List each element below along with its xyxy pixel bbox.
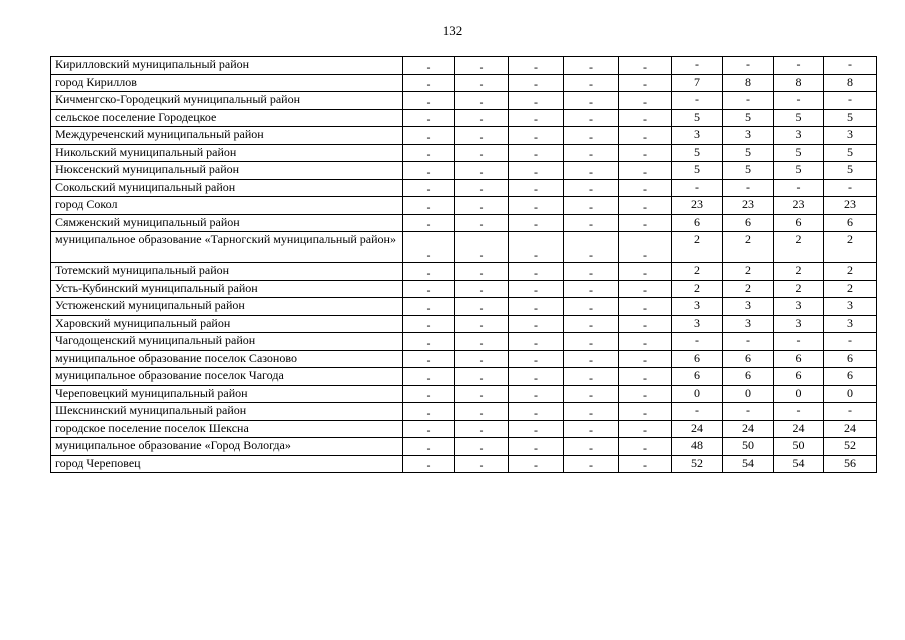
empty-value-cell: - — [619, 420, 672, 438]
empty-value-cell: - — [564, 298, 619, 316]
empty-value-cell: - — [403, 438, 455, 456]
value-cell: 5 — [723, 162, 774, 180]
table-row — [51, 438, 877, 456]
empty-value-cell: - — [619, 385, 672, 403]
row-name-cell: Усть-Кубинский муниципальный район — [51, 280, 403, 298]
value-cell: 24 — [774, 420, 824, 438]
value-cell: 5 — [824, 144, 877, 162]
value-cell: 54 — [723, 455, 774, 473]
value-cell: 2 — [723, 280, 774, 298]
value-cell: 5 — [672, 109, 723, 127]
empty-value-cell: - — [619, 57, 672, 75]
empty-value-cell: - — [564, 127, 619, 145]
empty-value-cell: - — [403, 214, 455, 232]
value-cell: 5 — [723, 144, 774, 162]
empty-value-cell: - — [455, 74, 509, 92]
table-row — [51, 350, 877, 368]
value-cell: - — [672, 57, 723, 75]
empty-value-cell: - — [564, 438, 619, 456]
empty-value-cell: - — [403, 455, 455, 473]
empty-value-cell: - — [619, 350, 672, 368]
value-cell: - — [824, 57, 877, 75]
empty-value-cell: - — [509, 74, 564, 92]
empty-value-cell: - — [509, 214, 564, 232]
value-cell: 6 — [723, 214, 774, 232]
table-row — [51, 368, 877, 386]
empty-value-cell: - — [509, 420, 564, 438]
table-row — [51, 403, 877, 421]
table-row — [51, 333, 877, 351]
value-cell: - — [774, 179, 824, 197]
empty-value-cell: - — [509, 57, 564, 75]
value-cell: 0 — [824, 385, 877, 403]
empty-value-cell: - — [564, 263, 619, 281]
empty-value-cell: - — [455, 438, 509, 456]
value-cell: - — [723, 179, 774, 197]
row-name-cell: Шекснинский муниципальный район — [51, 403, 403, 421]
empty-value-cell: - — [619, 197, 672, 215]
value-cell: 5 — [672, 144, 723, 162]
row-name-cell: муниципальное образование «Тарногский муниципальный район» — [51, 232, 403, 263]
empty-value-cell: - — [564, 280, 619, 298]
value-cell: 0 — [774, 385, 824, 403]
table-row — [51, 127, 877, 145]
empty-value-cell: - — [403, 350, 455, 368]
value-cell: - — [723, 57, 774, 75]
empty-value-cell: - — [509, 280, 564, 298]
value-cell: 2 — [774, 263, 824, 281]
value-cell: 0 — [723, 385, 774, 403]
value-cell: 2 — [672, 263, 723, 281]
value-cell: 3 — [774, 127, 824, 145]
empty-value-cell: - — [564, 315, 619, 333]
empty-value-cell: - — [403, 57, 455, 75]
empty-value-cell: - — [509, 92, 564, 110]
value-cell: 8 — [774, 74, 824, 92]
empty-value-cell: - — [403, 280, 455, 298]
empty-value-cell: - — [455, 350, 509, 368]
empty-value-cell: - — [455, 298, 509, 316]
table-row — [51, 74, 877, 92]
empty-value-cell: - — [455, 179, 509, 197]
value-cell: - — [672, 403, 723, 421]
value-cell: 5 — [824, 109, 877, 127]
value-cell: 5 — [774, 109, 824, 127]
value-cell: - — [774, 403, 824, 421]
row-name-cell: Чагодощенский муниципальный район — [51, 333, 403, 351]
empty-value-cell: - — [455, 144, 509, 162]
empty-value-cell: - — [455, 92, 509, 110]
row-name-cell: город Сокол — [51, 197, 403, 215]
value-cell: 2 — [723, 232, 774, 263]
row-name-cell: Кичменгско-Городецкий муниципальный район — [51, 92, 403, 110]
empty-value-cell: - — [455, 403, 509, 421]
empty-value-cell: - — [509, 368, 564, 386]
row-name-cell: Междуреченский муниципальный район — [51, 127, 403, 145]
empty-value-cell: - — [403, 263, 455, 281]
value-cell: - — [672, 179, 723, 197]
empty-value-cell: - — [455, 420, 509, 438]
table-row — [51, 298, 877, 316]
empty-value-cell: - — [509, 197, 564, 215]
empty-value-cell: - — [619, 263, 672, 281]
empty-value-cell: - — [619, 179, 672, 197]
empty-value-cell: - — [564, 179, 619, 197]
row-name-cell: Череповецкий муниципальный район — [51, 385, 403, 403]
empty-value-cell: - — [509, 127, 564, 145]
empty-value-cell: - — [619, 109, 672, 127]
empty-value-cell: - — [619, 280, 672, 298]
row-name-cell: городское поселение поселок Шексна — [51, 420, 403, 438]
empty-value-cell: - — [509, 179, 564, 197]
value-cell: 6 — [774, 350, 824, 368]
value-cell: 6 — [723, 368, 774, 386]
value-cell: 3 — [824, 127, 877, 145]
value-cell: 6 — [824, 368, 877, 386]
value-cell: 3 — [774, 315, 824, 333]
table-body — [51, 57, 877, 473]
empty-value-cell: - — [564, 144, 619, 162]
value-cell: - — [774, 92, 824, 110]
row-name-cell: муниципальное образование поселок Чагода — [51, 368, 403, 386]
empty-value-cell: - — [564, 232, 619, 263]
value-cell: 5 — [723, 109, 774, 127]
empty-value-cell: - — [619, 368, 672, 386]
empty-value-cell: - — [455, 333, 509, 351]
value-cell: 5 — [774, 162, 824, 180]
empty-value-cell: - — [403, 385, 455, 403]
table-row — [51, 315, 877, 333]
empty-value-cell: - — [403, 333, 455, 351]
empty-value-cell: - — [403, 232, 455, 263]
empty-value-cell: - — [564, 420, 619, 438]
empty-value-cell: - — [619, 144, 672, 162]
value-cell: 6 — [824, 214, 877, 232]
empty-value-cell: - — [403, 298, 455, 316]
empty-value-cell: - — [509, 385, 564, 403]
value-cell: 2 — [824, 280, 877, 298]
empty-value-cell: - — [564, 385, 619, 403]
value-cell: 2 — [774, 280, 824, 298]
value-cell: - — [824, 403, 877, 421]
empty-value-cell: - — [509, 232, 564, 263]
empty-value-cell: - — [509, 350, 564, 368]
empty-value-cell: - — [619, 315, 672, 333]
row-name-cell: Устюженский муниципальный район — [51, 298, 403, 316]
value-cell: 24 — [672, 420, 723, 438]
table-row — [51, 280, 877, 298]
value-cell: 2 — [774, 232, 824, 263]
empty-value-cell: - — [403, 315, 455, 333]
value-cell: 50 — [774, 438, 824, 456]
value-cell: 6 — [672, 350, 723, 368]
value-cell: 3 — [672, 127, 723, 145]
empty-value-cell: - — [619, 127, 672, 145]
row-name-cell: город Кириллов — [51, 74, 403, 92]
empty-value-cell: - — [403, 197, 455, 215]
value-cell: 6 — [672, 214, 723, 232]
value-cell: - — [774, 57, 824, 75]
table-row — [51, 92, 877, 110]
empty-value-cell: - — [619, 232, 672, 263]
value-cell: - — [824, 333, 877, 351]
value-cell: 6 — [723, 350, 774, 368]
empty-value-cell: - — [564, 74, 619, 92]
empty-value-cell: - — [564, 162, 619, 180]
empty-value-cell: - — [564, 350, 619, 368]
row-name-cell: Тотемский муниципальный район — [51, 263, 403, 281]
value-cell: - — [723, 333, 774, 351]
table-row — [51, 162, 877, 180]
value-cell: 54 — [774, 455, 824, 473]
value-cell: - — [824, 92, 877, 110]
row-name-cell: сельское поселение Городецкое — [51, 109, 403, 127]
value-cell: 0 — [672, 385, 723, 403]
table-row — [51, 232, 877, 263]
row-name-cell: Кирилловский муниципальный район — [51, 57, 403, 75]
empty-value-cell: - — [403, 368, 455, 386]
empty-value-cell: - — [403, 403, 455, 421]
value-cell: 52 — [824, 438, 877, 456]
row-name-cell: Никольский муниципальный район — [51, 144, 403, 162]
value-cell: 2 — [672, 280, 723, 298]
empty-value-cell: - — [619, 455, 672, 473]
value-cell: - — [672, 333, 723, 351]
value-cell: - — [774, 333, 824, 351]
empty-value-cell: - — [455, 214, 509, 232]
value-cell: 5 — [672, 162, 723, 180]
value-cell: - — [723, 403, 774, 421]
empty-value-cell: - — [455, 127, 509, 145]
value-cell: 2 — [723, 263, 774, 281]
table-row — [51, 263, 877, 281]
value-cell: 3 — [723, 298, 774, 316]
row-name-cell: муниципальное образование «Город Вологда» — [51, 438, 403, 456]
empty-value-cell: - — [509, 298, 564, 316]
empty-value-cell: - — [619, 214, 672, 232]
empty-value-cell: - — [455, 57, 509, 75]
row-name-cell: Харовский муниципальный район — [51, 315, 403, 333]
empty-value-cell: - — [455, 162, 509, 180]
empty-value-cell: - — [455, 315, 509, 333]
value-cell: 56 — [824, 455, 877, 473]
value-cell: 6 — [672, 368, 723, 386]
value-cell: 3 — [672, 315, 723, 333]
row-name-cell: Сокольский муниципальный район — [51, 179, 403, 197]
empty-value-cell: - — [403, 162, 455, 180]
value-cell: 2 — [672, 232, 723, 263]
empty-value-cell: - — [619, 92, 672, 110]
value-cell: 24 — [824, 420, 877, 438]
row-name-cell: Сямженский муниципальный район — [51, 214, 403, 232]
value-cell: 3 — [723, 315, 774, 333]
value-cell: 3 — [824, 315, 877, 333]
empty-value-cell: - — [403, 420, 455, 438]
value-cell: 2 — [824, 263, 877, 281]
value-cell: 6 — [774, 368, 824, 386]
empty-value-cell: - — [509, 263, 564, 281]
table-row — [51, 57, 877, 75]
table-row — [51, 144, 877, 162]
empty-value-cell: - — [564, 197, 619, 215]
row-name-cell: муниципальное образование поселок Сазоново — [51, 350, 403, 368]
empty-value-cell: - — [455, 280, 509, 298]
value-cell: 2 — [824, 232, 877, 263]
value-cell: 6 — [774, 214, 824, 232]
data-table — [50, 56, 877, 473]
empty-value-cell: - — [564, 333, 619, 351]
empty-value-cell: - — [455, 455, 509, 473]
empty-value-cell: - — [509, 109, 564, 127]
empty-value-cell: - — [619, 333, 672, 351]
value-cell: 50 — [723, 438, 774, 456]
value-cell: 48 — [672, 438, 723, 456]
value-cell: 24 — [723, 420, 774, 438]
empty-value-cell: - — [509, 333, 564, 351]
empty-value-cell: - — [455, 385, 509, 403]
empty-value-cell: - — [455, 263, 509, 281]
value-cell: 6 — [824, 350, 877, 368]
table-row — [51, 197, 877, 215]
empty-value-cell: - — [564, 109, 619, 127]
table-row — [51, 109, 877, 127]
value-cell: 23 — [672, 197, 723, 215]
empty-value-cell: - — [509, 144, 564, 162]
empty-value-cell: - — [564, 403, 619, 421]
table-row — [51, 455, 877, 473]
value-cell: 3 — [774, 298, 824, 316]
value-cell: 3 — [723, 127, 774, 145]
empty-value-cell: - — [564, 57, 619, 75]
value-cell: 8 — [824, 74, 877, 92]
value-cell: - — [824, 179, 877, 197]
empty-value-cell: - — [619, 403, 672, 421]
empty-value-cell: - — [509, 403, 564, 421]
empty-value-cell: - — [403, 74, 455, 92]
empty-value-cell: - — [509, 162, 564, 180]
table-row — [51, 214, 877, 232]
value-cell: 23 — [723, 197, 774, 215]
empty-value-cell: - — [403, 127, 455, 145]
empty-value-cell: - — [564, 92, 619, 110]
empty-value-cell: - — [509, 438, 564, 456]
value-cell: 5 — [774, 144, 824, 162]
empty-value-cell: - — [455, 197, 509, 215]
empty-value-cell: - — [403, 109, 455, 127]
value-cell: 5 — [824, 162, 877, 180]
row-name-cell: город Череповец — [51, 455, 403, 473]
empty-value-cell: - — [619, 74, 672, 92]
empty-value-cell: - — [509, 315, 564, 333]
value-cell: 7 — [672, 74, 723, 92]
table-row — [51, 385, 877, 403]
empty-value-cell: - — [564, 214, 619, 232]
empty-value-cell: - — [403, 92, 455, 110]
value-cell: 52 — [672, 455, 723, 473]
empty-value-cell: - — [619, 438, 672, 456]
empty-value-cell: - — [564, 368, 619, 386]
empty-value-cell: - — [403, 144, 455, 162]
row-name-cell: Нюксенский муниципальный район — [51, 162, 403, 180]
page-number: 132 — [442, 23, 463, 38]
empty-value-cell: - — [619, 162, 672, 180]
table-row — [51, 420, 877, 438]
value-cell: 3 — [672, 298, 723, 316]
empty-value-cell: - — [619, 298, 672, 316]
value-cell: - — [723, 92, 774, 110]
value-cell: 23 — [774, 197, 824, 215]
value-cell: 23 — [824, 197, 877, 215]
value-cell: 3 — [824, 298, 877, 316]
table-row — [51, 179, 877, 197]
value-cell: 8 — [723, 74, 774, 92]
empty-value-cell: - — [509, 455, 564, 473]
value-cell: - — [672, 92, 723, 110]
empty-value-cell: - — [564, 455, 619, 473]
empty-value-cell: - — [403, 179, 455, 197]
empty-value-cell: - — [455, 232, 509, 263]
empty-value-cell: - — [455, 109, 509, 127]
empty-value-cell: - — [455, 368, 509, 386]
